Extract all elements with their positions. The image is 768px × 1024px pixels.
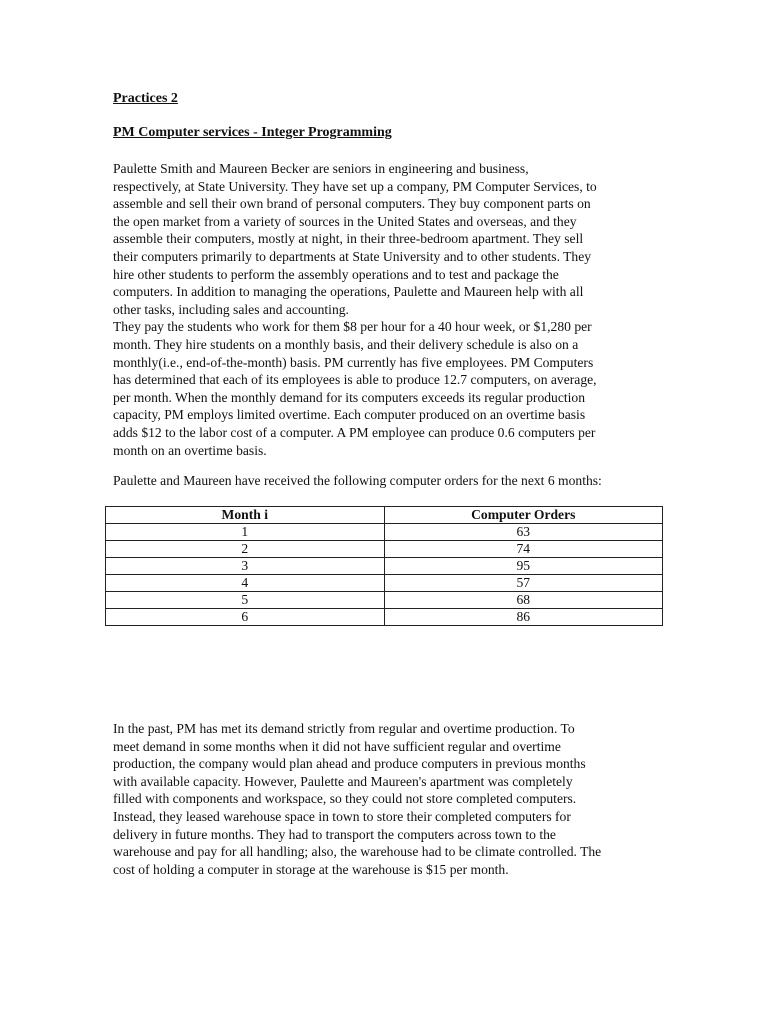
month-cell: 5 [106, 592, 385, 609]
month-cell: 6 [106, 609, 385, 626]
orders-cell: 63 [384, 524, 663, 541]
table-header-row [106, 507, 663, 524]
paragraph-line: with available capacity. However, Paulette and Maureen's apartment was completely [113, 773, 573, 789]
table-row [106, 541, 663, 558]
orders-cell: 86 [384, 609, 663, 626]
paragraph-line: Paulette Smith and Maureen Becker are seniors in engineering and business, [113, 161, 529, 176]
paragraph-line: month on an overtime basis. [113, 442, 267, 458]
paragraph-line: warehouse and pay for all handling; also, the warehouse had to be climate controlled. The [113, 844, 602, 860]
column-header-orders: Computer Orders [384, 507, 663, 524]
paragraph-line: monthly(i.e., end-of-the-month) basis. PM currently has five employees. PM Computers [113, 354, 594, 370]
orders-cell: 68 [384, 592, 663, 609]
orders-cell: 74 [384, 541, 663, 558]
paragraph-line: has determined that each of its employees is able to produce 12.7 computers, on average, [113, 372, 597, 388]
paragraph-line: assemble and sell their own brand of personal computers. They buy component parts on [113, 196, 591, 212]
paragraph-line: cost of holding a computer in storage at the warehouse is $15 per month. [113, 861, 509, 877]
paragraph-line: respectively, at State University. They have set up a company, PM Computer Services, to [113, 178, 597, 194]
paragraph-line: computers. In addition to managing the operations, Paulette and Maureen help with all [113, 284, 584, 300]
month-cell: 3 [106, 558, 385, 575]
orders-intro-paragraph: Paulette and Maureen have received the following computer orders for the next 6 months: [113, 473, 602, 488]
paragraph-line: per month. When the monthly demand for its computers exceeds its regular production [113, 389, 586, 405]
month-cell: 2 [106, 541, 385, 558]
paragraph-line: Instead, they leased warehouse space in town to store their completed computers for [113, 808, 571, 824]
paragraph-line: adds $12 to the labor cost of a computer. A PM employee can produce 0.6 computers per [113, 424, 596, 440]
paragraph-line: assemble their computers, mostly at night, in their three-bedroom apartment. They sell [113, 231, 584, 247]
paragraph-line: hire other students to perform the assembly operations and to test and package the [113, 266, 559, 282]
month-cell: 4 [106, 575, 385, 592]
paragraph-line: other tasks, including sales and accounting. [113, 301, 349, 317]
month-cell: 1 [106, 524, 385, 541]
orders-cell: 57 [384, 575, 663, 592]
column-header-month: Month i [106, 507, 385, 524]
intro-paragraph [113, 160, 658, 459]
paragraph-line: They pay the students who work for them $8 per hour for a 40 hour week, or $1,280 per [113, 319, 592, 335]
paragraph-line: delivery in future months. They had to transport the computers across town to the [113, 826, 556, 842]
paragraph-line: production, the company would plan ahead and produce computers in previous months [113, 756, 586, 772]
table-row [106, 592, 663, 609]
paragraph-line: meet demand in some months when it did not have sufficient regular and overtime [113, 738, 561, 754]
document-subtitle: PM Computer services - Integer Programming [113, 125, 392, 140]
paragraph-line: In the past, PM has met its demand strictly from regular and overtime production. To [113, 721, 575, 736]
document-title: Practices 2 [113, 91, 178, 106]
paragraph-line: their computers primarily to departments at State University and to other students. They [113, 248, 592, 264]
paragraph-line: capacity, PM employs limited overtime. Each computer produced on an overtime basis [113, 407, 586, 423]
computer-orders-table [105, 506, 663, 626]
paragraph-line: month. They hire students on a monthly basis, and their delivery schedule is also on a [113, 336, 579, 352]
table-row [106, 558, 663, 575]
table-row [106, 575, 663, 592]
paragraph-line: the open market from a variety of sources in the United States and overseas, and they [113, 213, 577, 229]
paragraph-line: filled with components and workspace, so they could not store completed computers. [113, 791, 577, 807]
table-row [106, 609, 663, 626]
table-row [106, 524, 663, 541]
orders-cell: 95 [384, 558, 663, 575]
storage-paragraph [113, 720, 658, 878]
